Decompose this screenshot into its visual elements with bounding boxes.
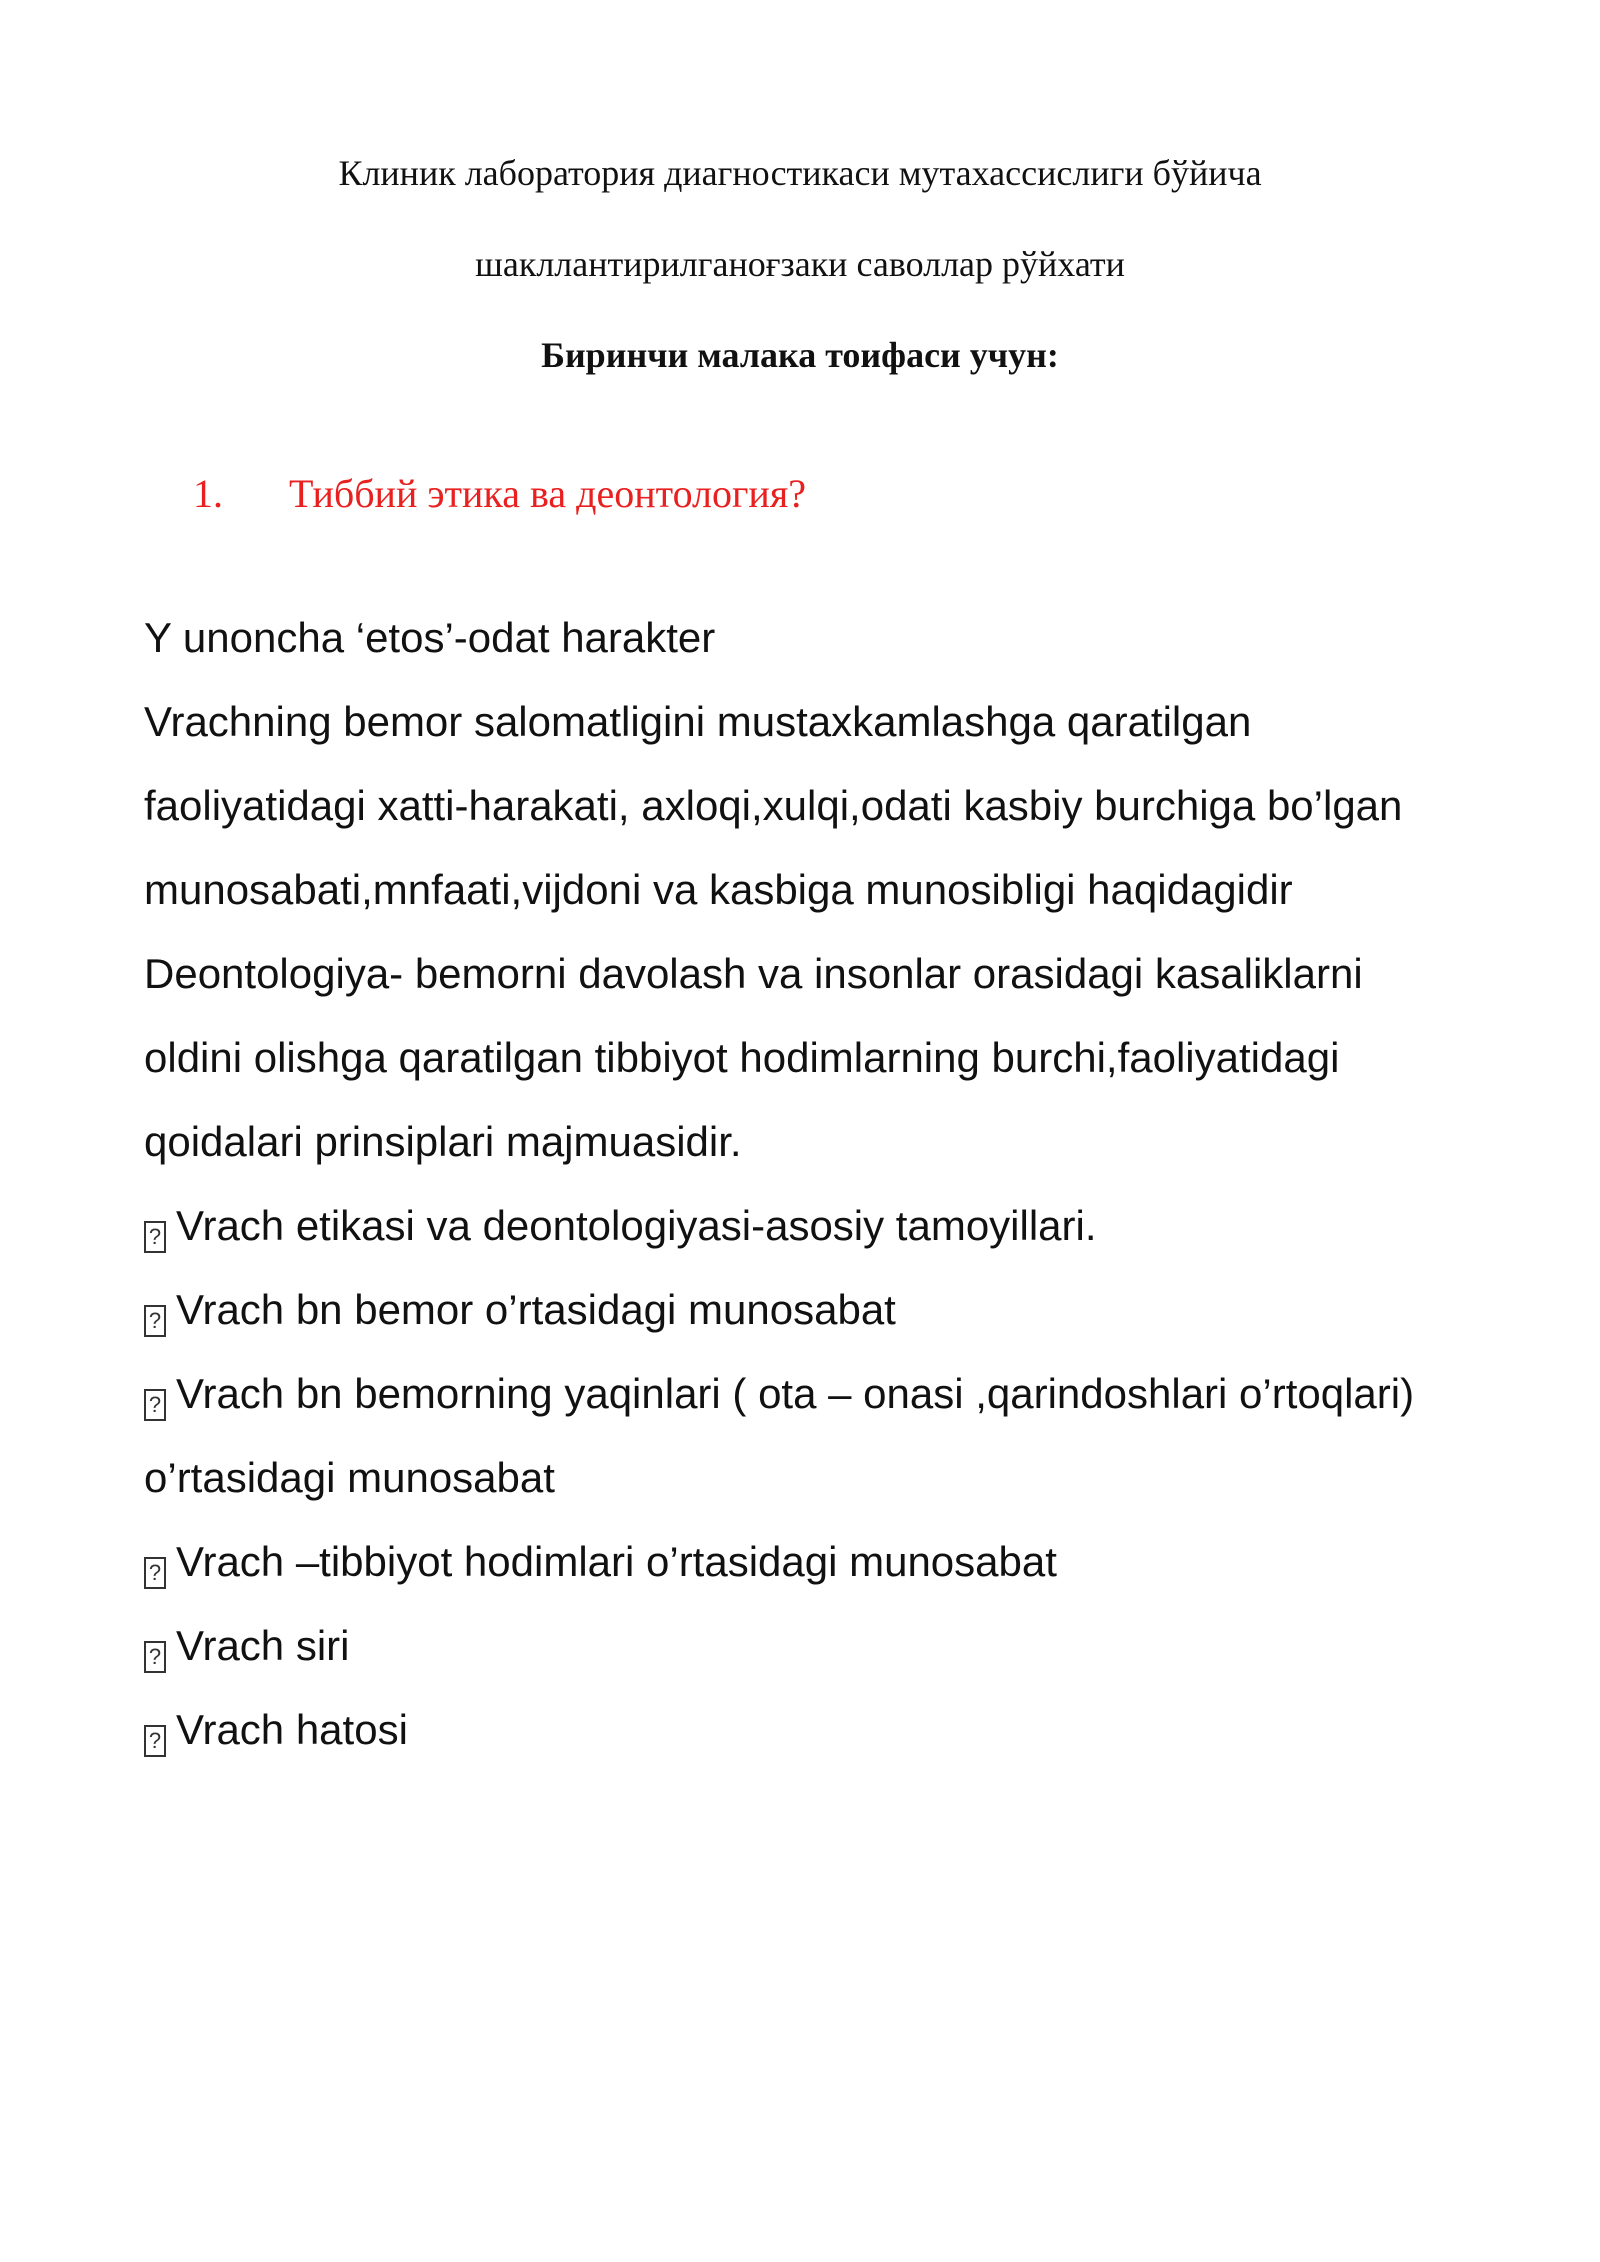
list-item xyxy=(144,1688,1464,1772)
missing-glyph-box-icon: ? xyxy=(144,1389,166,1421)
list-item xyxy=(144,1268,1464,1352)
list-item-text: Vrach –tibbiyot hodimlari o’rtasidagi munosabat xyxy=(176,1538,1057,1585)
list-item-text: Vrach bn bemor o’rtasidagi munosabat xyxy=(176,1286,896,1333)
document-title-line-1: Клиник лаборатория диагностикаси мутахассислиги бўйича xyxy=(338,153,1262,193)
list-item-text: Vrach hatosi xyxy=(176,1706,408,1753)
list-item xyxy=(144,1520,1464,1604)
paragraph: Deontologiya- bemorni davolash va insonlar orasidagi kasaliklarni oldini olishga qaratilgan tibbiyot hodimlarning burchi,faoliyatidagi qoidalari prinsiplari majmuasidir. xyxy=(144,950,1363,1165)
category-heading: Биринчи малака тоифаси учун: xyxy=(541,335,1059,375)
bullet-list xyxy=(144,1184,1464,1772)
list-item-text: Vrach etikasi va deontologiyasi-asosiy tamoyillari. xyxy=(176,1202,1097,1249)
question-text: Тиббий этика ва деонтология? xyxy=(289,471,806,516)
list-item xyxy=(144,1184,1464,1268)
missing-glyph-box-icon: ? xyxy=(144,1305,166,1337)
missing-glyph-box-icon: ? xyxy=(144,1725,166,1757)
list-item-text: Vrach siri xyxy=(176,1622,350,1669)
document-title-line-2: шакллантирилганоғзаки саволлар рўйхати xyxy=(475,244,1125,284)
answer-body xyxy=(144,596,1464,1772)
paragraph: Vrachning bemor salomatligini mustaxkamlashga qaratilgan faoliyatidagi xatti-harakati, axloqi,xulqi,odati kasbiy burchiga bo’lgan munosabati,mnfaati,vijdoni va kasbiga munosibligi haqidagidir xyxy=(144,698,1403,913)
paragraph: Y unoncha ‘etos’-odat harakter xyxy=(144,614,716,661)
missing-glyph-box-icon: ? xyxy=(144,1641,166,1673)
list-item xyxy=(144,1604,1464,1688)
question-heading xyxy=(193,470,806,517)
list-item-text: Vrach bn bemorning yaqinlari ( ota – onasi ,qarindoshlari o’rtoqlari) o’rtasidagi munosabat xyxy=(144,1370,1415,1501)
question-number: 1. xyxy=(193,471,223,516)
list-item xyxy=(144,1352,1464,1520)
missing-glyph-box-icon: ? xyxy=(144,1557,166,1589)
missing-glyph-box-icon: ? xyxy=(144,1221,166,1253)
